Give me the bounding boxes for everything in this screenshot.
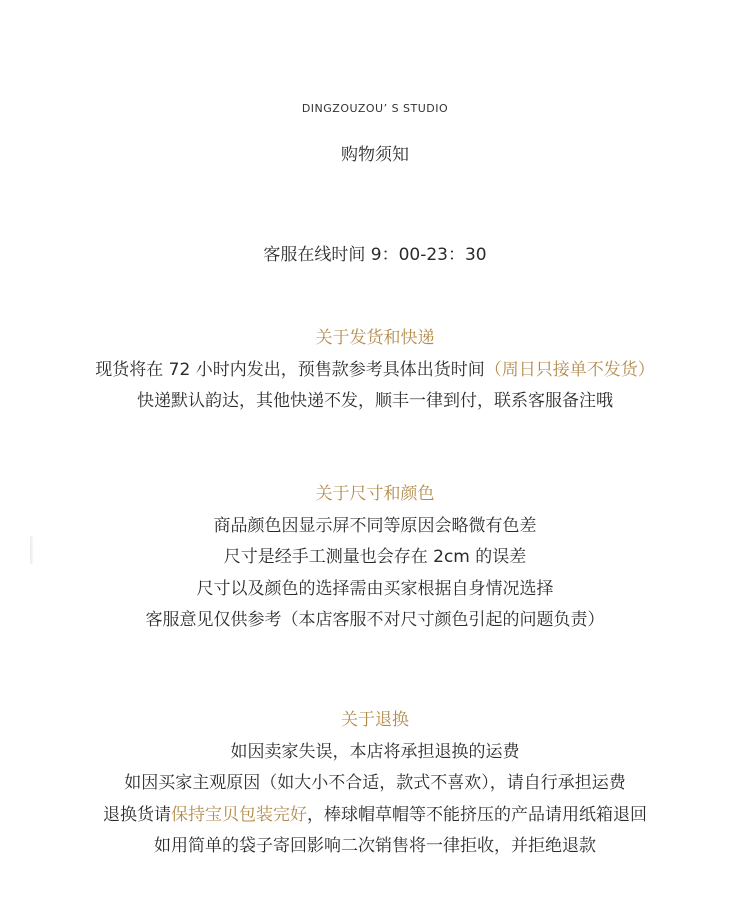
shipping-line-1-text: 现货将在 72 小时内发出，预售款参考具体出货时间 bbox=[95, 360, 485, 380]
shipping-line-1 bbox=[0, 359, 750, 381]
section-heading-returns: 关于退换 bbox=[341, 710, 409, 730]
returns-line-4: 如用简单的袋子寄回影响二次销售将一律拒收，并拒绝退款 bbox=[154, 836, 596, 856]
returns-line-2: 如因买家主观原因（如大小不合适，款式不喜欢），请自行承担运费 bbox=[124, 773, 626, 793]
shipping-line-1-note: （周日只接单不发货） bbox=[484, 360, 655, 380]
returns-line-3-prefix: 退换货请 bbox=[103, 805, 171, 825]
returns-line-1: 如因卖家失误，本店将承担退换的运费 bbox=[230, 742, 520, 762]
studio-name: DINGZOUZOU’ S STUDIO bbox=[301, 102, 449, 115]
size-color-line-2: 尺寸是经手工测量也会存在 2cm 的误差 bbox=[223, 547, 527, 567]
returns-line-3 bbox=[0, 804, 750, 826]
size-color-line-1: 商品颜色因显示屏不同等原因会略微有色差 bbox=[213, 516, 537, 536]
returns-line-3-highlight: 保持宝贝包装完好 bbox=[171, 805, 307, 825]
section-heading-size-color: 关于尺寸和颜色 bbox=[315, 484, 435, 504]
size-color-line-4: 客服意见仅供参考（本店客服不对尺寸颜色引起的问题负责） bbox=[145, 610, 605, 630]
shipping-line-2: 快递默认韵达，其他快递不发，顺丰一律到付，联系客服备注哦 bbox=[137, 391, 613, 411]
page-title: 购物须知 bbox=[341, 145, 409, 165]
service-hours: 客服在线时间 9：00-23：30 bbox=[263, 245, 487, 265]
size-color-line-3: 尺寸以及颜色的选择需由买家根据自身情况选择 bbox=[196, 579, 554, 599]
returns-line-3-suffix: ，棒球帽草帽等不能挤压的产品请用纸箱退回 bbox=[307, 805, 647, 825]
section-heading-shipping: 关于发货和快递 bbox=[315, 328, 435, 348]
